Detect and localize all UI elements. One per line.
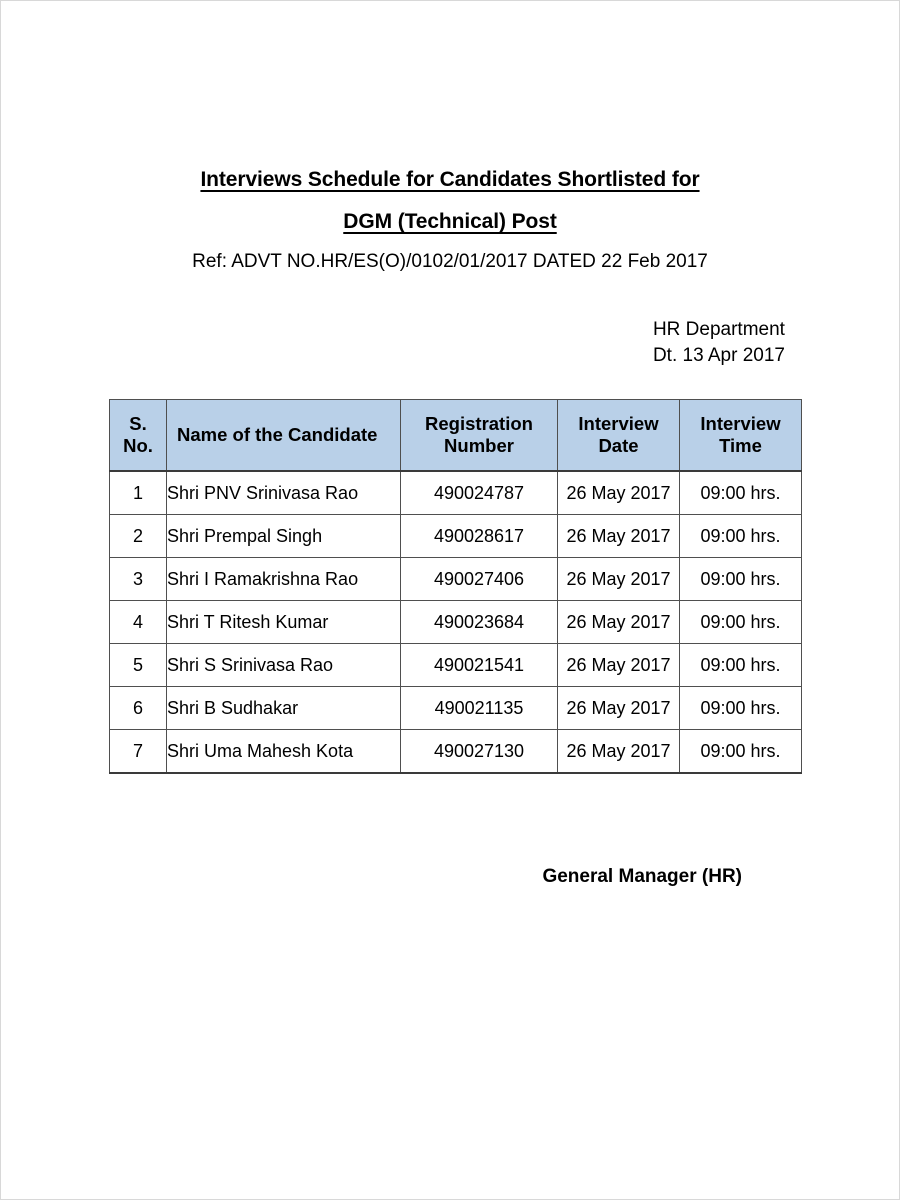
cell-registration-number: 490027406 [401,558,558,601]
table-row [110,687,802,730]
cell-interview-time: 09:00 hrs. [680,687,802,730]
signature-block [1,866,899,888]
advertisement-reference: Ref: ADVT NO.HR/ES(O)/0102/01/2017 DATED 22 Feb 2017 [192,251,708,272]
column-header-interview-date [558,400,680,472]
table-row [110,471,802,515]
table-body [110,471,802,773]
table-row [110,601,802,644]
table-row [110,515,802,558]
schedule-table-container [1,399,899,774]
cell-interview-time: 09:00 hrs. [680,515,802,558]
column-header-interview-date-l1: Interview [578,413,659,435]
cell-registration-number: 490024787 [401,471,558,515]
column-header-interview-time [680,400,802,472]
column-header-registration-l1: Registration [425,413,533,435]
cell-interview-date: 26 May 2017 [558,515,680,558]
cell-sno: 1 [110,471,167,515]
table-header [110,400,802,472]
cell-interview-date: 26 May 2017 [558,471,680,515]
cell-registration-number: 490023684 [401,601,558,644]
column-header-interview-time-l1: Interview [700,413,781,435]
cell-sno: 2 [110,515,167,558]
table-row [110,644,802,687]
cell-candidate-name: Shri Prempal Singh [167,515,401,558]
cell-candidate-name: Shri Uma Mahesh Kota [167,730,401,774]
cell-registration-number: 490021541 [401,644,558,687]
cell-candidate-name: Shri B Sudhakar [167,687,401,730]
cell-interview-date: 26 May 2017 [558,601,680,644]
column-header-sno-l1: S. [129,413,147,435]
table-header-row [110,400,802,472]
cell-registration-number: 490027130 [401,730,558,774]
cell-interview-time: 09:00 hrs. [680,558,802,601]
interview-schedule-table [109,399,802,774]
cell-sno: 6 [110,687,167,730]
column-header-name: Name of the Candidate [167,400,401,472]
cell-interview-date: 26 May 2017 [558,644,680,687]
department-inner [653,317,785,368]
department-name: HR Department [652,318,785,340]
document-date: Dt. 13 Apr 2017 [652,344,785,366]
document-title-line-1 [1,169,899,190]
cell-interview-date: 26 May 2017 [558,730,680,774]
column-header-interview-time-l2: Time [719,435,762,457]
cell-interview-date: 26 May 2017 [558,687,680,730]
document-title-line-1-text: Interviews Schedule for Candidates Shortlisted for [200,168,700,191]
table-row [110,730,802,774]
cell-registration-number: 490028617 [401,515,558,558]
department-block [1,317,899,368]
column-header-registration [401,400,558,472]
column-header-sno-l2: No. [123,435,153,457]
column-header-sno [110,400,167,472]
cell-registration-number: 490021135 [401,687,558,730]
column-header-interview-date-l2: Date [598,435,639,457]
cell-interview-time: 09:00 hrs. [680,730,802,774]
cell-sno: 3 [110,558,167,601]
column-header-registration-l2: Number [444,435,514,457]
document-title-line-2-text: DGM (Technical) Post [343,210,557,233]
cell-candidate-name: Shri PNV Srinivasa Rao [167,471,401,515]
cell-sno: 5 [110,644,167,687]
cell-interview-time: 09:00 hrs. [680,601,802,644]
document-header [1,1,899,273]
cell-sno: 7 [110,730,167,774]
cell-candidate-name: Shri I Ramakrishna Rao [167,558,401,601]
cell-sno: 4 [110,601,167,644]
cell-candidate-name: Shri T Ritesh Kumar [167,601,401,644]
cell-interview-time: 09:00 hrs. [680,471,802,515]
signatory-title: General Manager (HR) [542,866,742,888]
cell-interview-date: 26 May 2017 [558,558,680,601]
table-row [110,558,802,601]
cell-candidate-name: Shri S Srinivasa Rao [167,644,401,687]
document-title-line-2 [1,211,899,232]
cell-interview-time: 09:00 hrs. [680,644,802,687]
